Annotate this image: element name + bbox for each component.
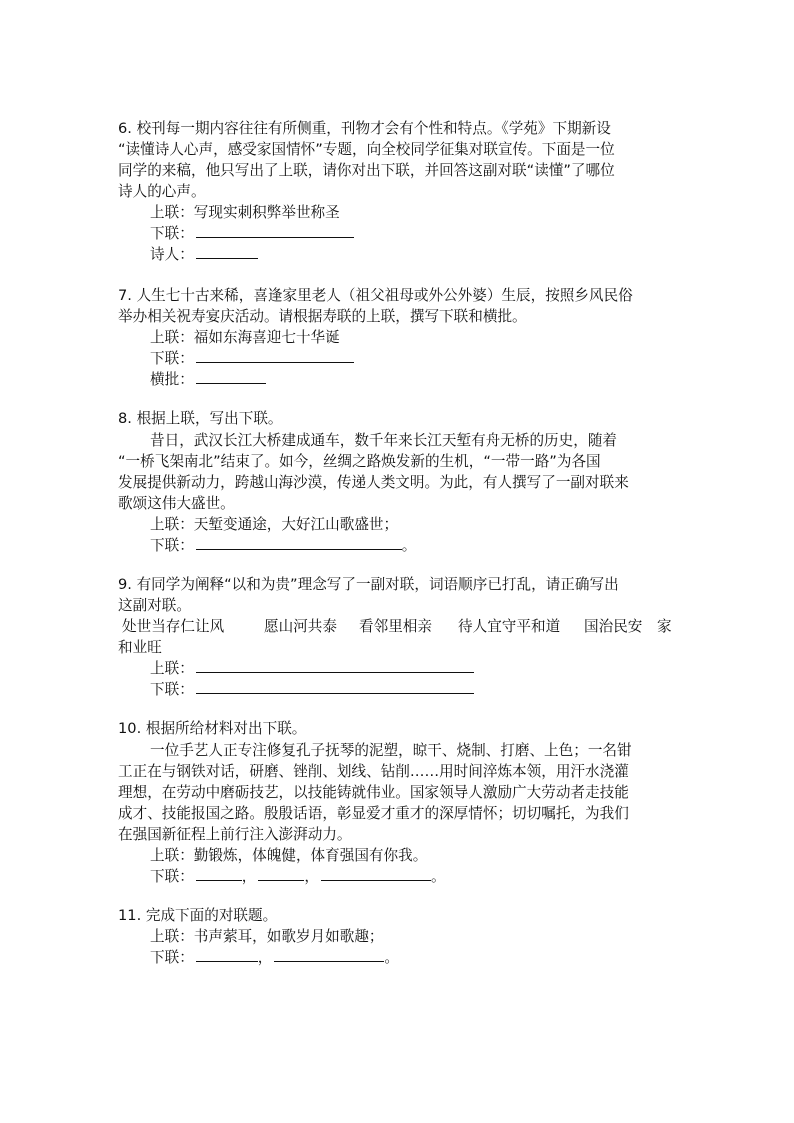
upper-label: 上联：: [150, 516, 194, 533]
upper-text: 福如东海喜迎七十华诞: [193, 329, 340, 346]
material-text-line: 发展提供新动力，跨越山海沙漠，传递人类文明。为此，有人撰写了一副对联来: [118, 474, 629, 491]
question-text-line: 这副对联。: [118, 597, 191, 614]
upper-label: 上联：: [150, 928, 194, 945]
phrase-option: 看邻里相亲: [359, 618, 432, 635]
phrase-option: 国治民安: [584, 618, 643, 635]
lower-couplet: [150, 679, 474, 700]
end-mark: 。: [384, 949, 400, 966]
upper-couplet: [150, 514, 398, 535]
upper-label: 上联：: [150, 847, 194, 864]
upper-text: 勤锻炼，体魄健，体育强国有你我。: [193, 847, 428, 864]
answer-blank[interactable]: [196, 348, 354, 363]
question-text-line: 11. 完成下面的对联题。: [118, 907, 278, 924]
lower-couplet: [150, 535, 416, 556]
upper-label: 上联：: [150, 204, 194, 221]
question-text-line: “读懂诗人心声，感受家国情怀”专题，向全校同学征集对联宣传。下面是一位: [118, 141, 615, 158]
material-text-line: 在强国新征程上前行注入澎湃动力。: [118, 826, 352, 843]
answer-blank[interactable]: [196, 658, 474, 673]
phrase-option: 处世当存仁让风: [122, 618, 225, 635]
question-text-line: 8. 根据上联，写出下联。: [118, 410, 283, 427]
question-text-line: 同学的来稿，他只写出了上联，请你对出下联，并回答这副对联“读懂”了哪位: [118, 162, 615, 179]
lower-couplet: [150, 223, 354, 244]
material-text-line: 一位手艺人正专注修复孔子抚琴的泥塑，晾干、烧制、打磨、上色；一名钳: [150, 742, 632, 759]
answer-blank[interactable]: [258, 866, 304, 881]
question-text-line: 9. 有同学为阐释“以和为贵”理念写了一副对联，词语顺序已打乱，请正确写出: [118, 576, 619, 593]
lower-couplet: [150, 866, 446, 887]
answer-blank[interactable]: [196, 679, 474, 694]
question-text-line: 10. 根据所给材料对出下联。: [118, 720, 307, 737]
upper-text: 天堑变通途，大好江山歌盛世；: [193, 516, 399, 533]
lower-couplet: [150, 348, 354, 369]
phrase-option: 愿山河共泰: [264, 618, 337, 635]
end-mark: 。: [401, 537, 417, 554]
answer-blank[interactable]: [196, 947, 258, 962]
phrase-option: 家: [657, 618, 672, 635]
material-text-line: 理想，在劳动中磨砺技艺，以技能铸就伟业。国家领导人激励广大劳动者走技能: [118, 784, 629, 801]
lower-label: 下联：: [150, 350, 194, 367]
comma: ，: [257, 949, 273, 966]
question-text-line: 举办相关祝寿宴庆活动。请根据寿联的上联，撰写下联和横批。: [118, 308, 527, 325]
lower-label: 下联：: [150, 537, 194, 554]
comma: ，: [304, 868, 320, 885]
upper-couplet: [150, 658, 474, 679]
upper-text: 写现实刺积弊举世称圣: [193, 204, 340, 221]
question-text-line: 6. 校刊每一期内容往往有所侧重，刊物才会有个性和特点。《学苑》下期新设: [118, 120, 611, 137]
material-text-line: 工正在与钢铁对话，研磨、锉削、划线、钻削……用时间淬炼本领，用汗水浇灌: [118, 763, 629, 780]
answer-blank[interactable]: [196, 369, 266, 384]
answer-blank[interactable]: [321, 866, 431, 881]
end-mark: 。: [431, 868, 446, 885]
material-text-line: “一桥飞架南北”结束了。如今，丝绸之路焕发新的生机，“一带一路”为各国: [118, 453, 601, 470]
answer-blank[interactable]: [196, 223, 354, 238]
horizontal-scroll-label: 横批：: [150, 371, 194, 388]
question-text-line: 7. 人生七十古来稀，喜逢家里老人（祖父祖母或外公外婆）生辰，按照乡风民俗: [118, 287, 633, 304]
material-text-line: 成才、技能报国之路。殷殷话语，彰显爱才重才的深厚情怀；切切嘱托，为我们: [118, 805, 629, 822]
answer-blank[interactable]: [196, 244, 258, 259]
poet-label: 诗人：: [150, 246, 194, 263]
upper-couplet: [150, 926, 384, 947]
poet-answer: [150, 244, 258, 265]
upper-label: 上联：: [150, 329, 194, 346]
phrase-wrap: 和业旺: [118, 639, 162, 656]
lower-couplet: [150, 947, 399, 968]
question-text-line: 诗人的心声。: [118, 183, 206, 200]
comma: ，: [241, 868, 257, 885]
upper-label: 上联：: [150, 660, 194, 677]
lower-label: 下联：: [150, 681, 194, 698]
upper-text: 书声萦耳，如歌岁月如歌趣；: [193, 928, 384, 945]
lower-label: 下联：: [150, 225, 194, 242]
upper-couplet: [150, 202, 340, 223]
material-text-line: 昔日，武汉长江大桥建成通车，数千年来长江天堑有舟无桥的历史，随着: [150, 432, 618, 449]
upper-couplet: [150, 845, 427, 866]
horizontal-scroll-answer: [150, 369, 266, 390]
phrase-option: 待人宜守平和道: [458, 618, 561, 635]
material-text-line: 歌颂这伟大盛世。: [118, 495, 235, 512]
lower-label: 下联：: [150, 868, 194, 885]
scrambled-phrases: [122, 616, 672, 637]
lower-label: 下联：: [150, 949, 194, 966]
upper-couplet: [150, 327, 340, 348]
answer-blank[interactable]: [196, 866, 242, 881]
answer-blank[interactable]: [274, 947, 384, 962]
answer-blank[interactable]: [196, 535, 402, 550]
